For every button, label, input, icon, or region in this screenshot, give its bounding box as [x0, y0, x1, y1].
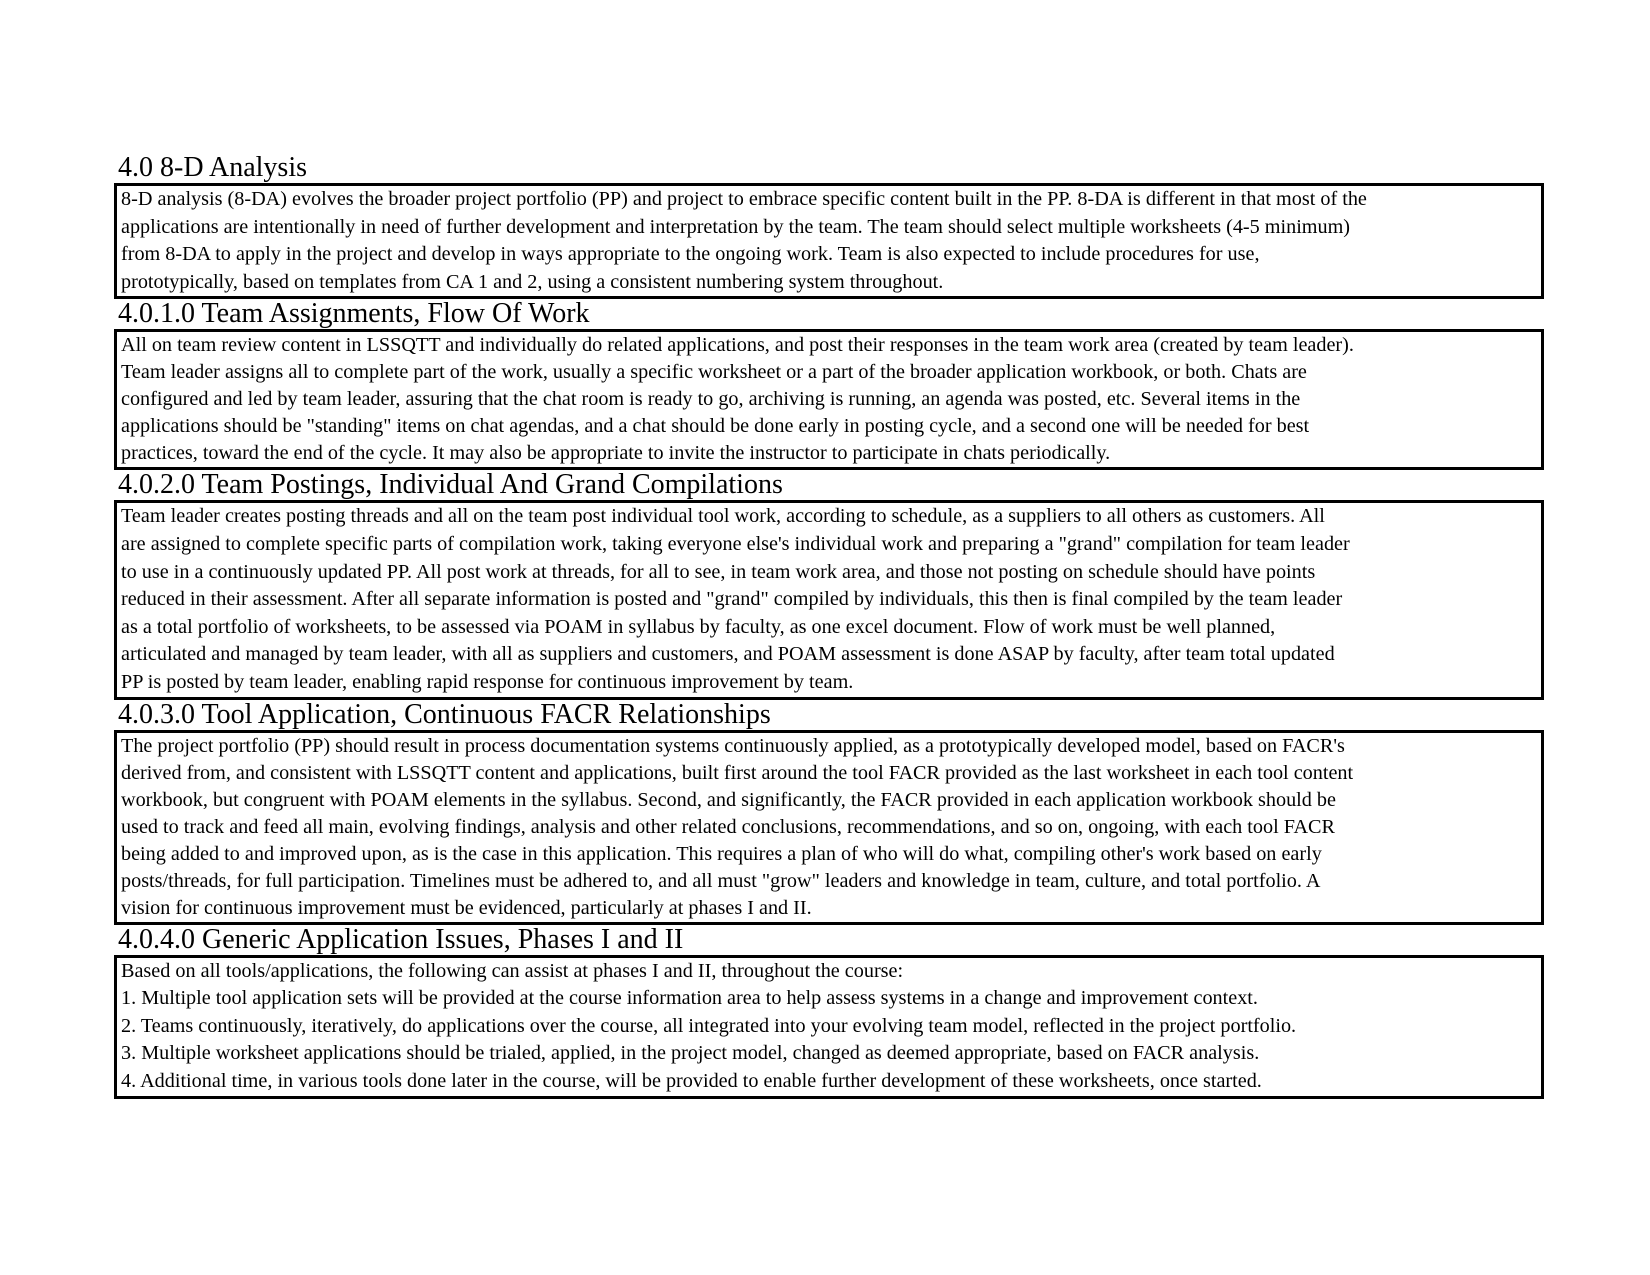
text-line: configured and led by team leader, assuring that the chat room is ready to go, archiving is running, an agenda was posted, etc. Several items in the [121, 388, 1301, 411]
text-line: Team leader creates posting threads and all on the team post individual tool work, according to schedule, as a suppliers to all others as customers. All [121, 505, 1325, 528]
section-heading-tool-application: 4.0.3.0 Tool Application, Continuous FACR Relationships [118, 699, 771, 730]
text-line: PP is posted by team leader, enabling rapid response for continuous improvement by team. [121, 670, 854, 693]
document-body [114, 153, 1544, 1099]
text-line: applications are intentionally in need of further development and interpretation by the team. The team should select multiple worksheets (4-5 minimum) [121, 215, 1351, 238]
text-line: articulated and managed by team leader, with all as suppliers and customers, and POAM assessment is done ASAP by faculty, after team total updated [121, 643, 1335, 666]
list-item: 2. Teams continuously, iteratively, do applications over the course, all integrated into your evolving team model, reflected in the project portfolio. [121, 1014, 1297, 1037]
text-line: reduced in their assessment. After all separate information is posted and "grand" compiled by individuals, this then is final compiled by the team leader [121, 588, 1343, 611]
text-line: to use in a continuously updated PP. All post work at threads, for all to see, in team work area, and those not posting on schedule should have points [121, 560, 1316, 583]
section-box-8d-analysis [114, 183, 1544, 299]
text-line: practices, toward the end of the cycle. It may also be appropriate to invite the instructor to participate in chats periodically. [121, 442, 1111, 465]
list-item: 4. Additional time, in various tools done later in the course, will be provided to enable further development of these worksheets, once started. [121, 1069, 1262, 1092]
section-text [121, 733, 1537, 922]
section-text [121, 503, 1537, 696]
section-heading-generic-issues: 4.0.4.0 Generic Application Issues, Phases I and II [118, 924, 684, 955]
section-heading-team-postings: 4.0.2.0 Team Postings, Individual And Grand Compilations [118, 470, 783, 501]
text-line: prototypically, based on templates from CA 1 and 2, using a consistent numbering system throughout. [121, 270, 944, 293]
section-box-tool-application [114, 730, 1544, 925]
section-heading-team-assignments: 4.0.1.0 Team Assignments, Flow Of Work [118, 299, 590, 330]
text-line: All on team review content in LSSQTT and individually do related applications, and post their responses in the team work area (created by team leader). [121, 334, 1354, 357]
text-line: workbook, but congruent with POAM elements in the syllabus. Second, and significantly, the FACR provided in each application workbook should be [121, 788, 1336, 811]
text-line: Team leader assigns all to complete part of the work, usually a specific worksheet or a part of the broader application workbook, or both. Chats are [121, 361, 1307, 384]
text-line: are assigned to complete specific parts of compilation work, taking everyone else's individual work and preparing a "grand" compilation for team leader [121, 532, 1350, 555]
text-line: applications should be "standing" items on chat agendas, and a chat should be done early in posting cycle, and a second one will be needed for best [121, 415, 1310, 438]
section-box-generic-issues [114, 955, 1544, 1099]
section-text [121, 958, 1537, 1096]
text-line: vision for continuous improvement must be evidenced, particularly at phases I and II. [121, 896, 812, 919]
text-line: being added to and improved upon, as is the case in this application. This requires a plan of who will do what, compiling other's work based on early [121, 842, 1322, 865]
text-line: posts/threads, for full participation. Timelines must be adhered to, and all must "grow" leaders and knowledge in team, culture, and total portfolio. A [121, 869, 1321, 892]
section-text [121, 332, 1537, 467]
section-text [121, 186, 1537, 296]
list-item: 3. Multiple worksheet applications should be trialed, applied, in the project model, changed as deemed appropriate, based on FACR analysis. [121, 1042, 1260, 1065]
section-heading-8d-analysis: 4.0 8-D Analysis [118, 153, 307, 183]
text-line: The project portfolio (PP) should result in process documentation systems continuously applied, as a prototypically developed model, based on FACR's [121, 734, 1345, 757]
list-item: 1. Multiple tool application sets will be provided at the course information area to help assess systems in a change and improvement context. [121, 987, 1258, 1010]
text-line: 8-D analysis (8-DA) evolves the broader project portfolio (PP) and project to embrace specific content built in the PP. 8-DA is different in that most of the [121, 188, 1367, 210]
section-box-team-postings [114, 500, 1544, 699]
text-line: Based on all tools/applications, the following can assist at phases I and II, throughout the course: [121, 959, 904, 982]
section-box-team-assignments [114, 329, 1544, 470]
text-line: used to track and feed all main, evolving findings, analysis and other related conclusions, recommendations, and so on, ongoing, with each tool FACR [121, 815, 1335, 838]
text-line: from 8-DA to apply in the project and develop in ways appropriate to the ongoing work. Team is also expected to include procedures for use, [121, 243, 1260, 266]
text-line: derived from, and consistent with LSSQTT content and applications, built first around the tool FACR provided as the last worksheet in each tool content [121, 761, 1354, 784]
text-line: as a total portfolio of worksheets, to be assessed via POAM in syllabus by faculty, as one excel document. Flow of work must be well planned, [121, 615, 1276, 638]
